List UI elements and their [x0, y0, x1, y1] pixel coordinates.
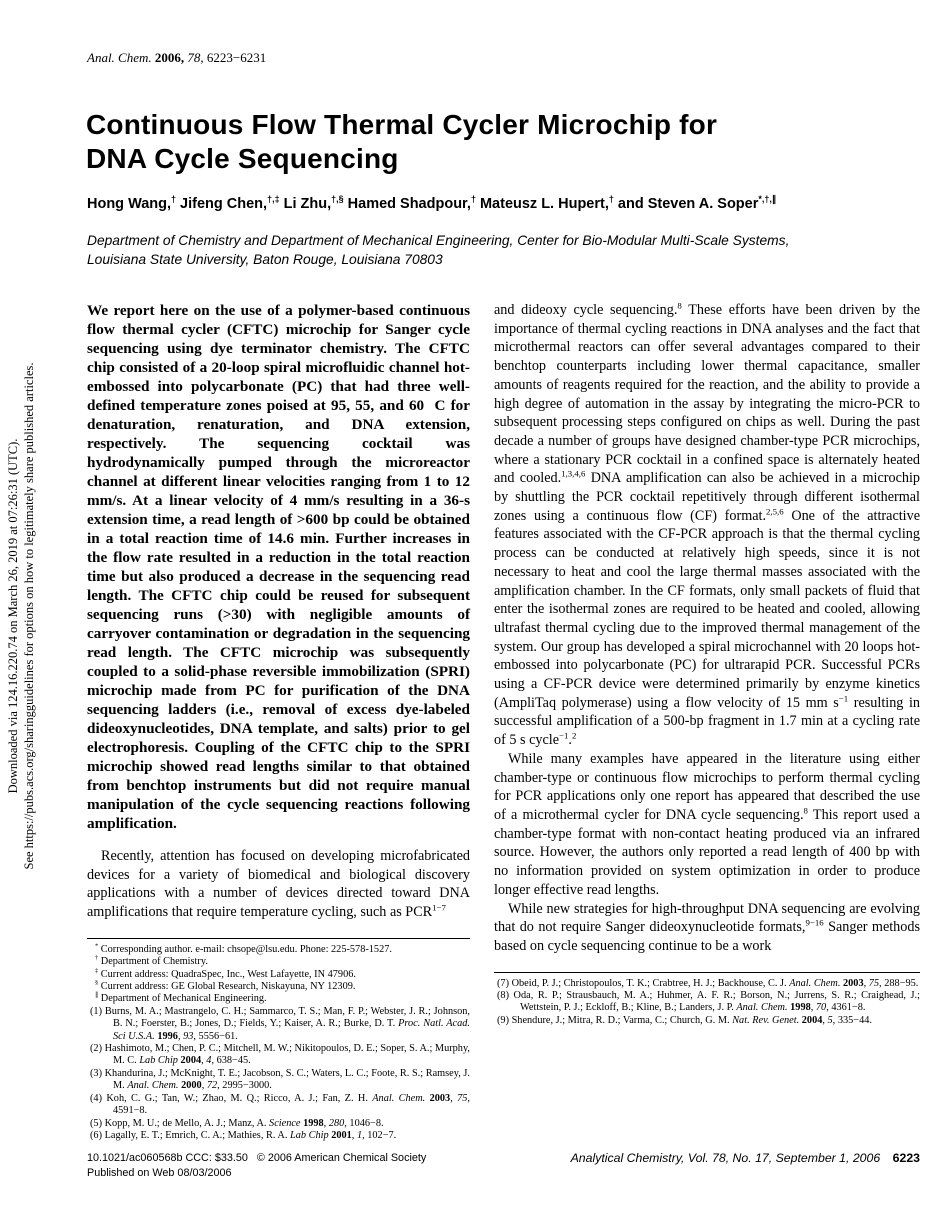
footer-published-date: Published on Web 08/03/2006: [87, 1167, 232, 1179]
body-paragraph-1: and dideoxy cycle sequencing.$^8$ These efforts have been driven by the importance of thermal cycling reactions in DNA analyses and the fact that microthermal reactors can offer several advantages compared to their benchtop counterparts including lower thermal capacitance, smaller amounts of reagents required for the reaction, and the ability to provide a high degree of automation in the assay by integrating the micro-PCR to subsequent processing steps configured on chips as well. During the past decade a number of groups have designed chamber-type PCR microchips, where a stationary PCR cocktail in a confined space is alternately heated and cooled.$^{1,3,4,6}$ DNA amplification can also be achieved in a microchip by shuttling the PCR cocktail repetitively through different isothermal zones using a continuous flow (CF) format.$^{2,5,6}$ One of the attractive features associated with the CF-PCR approach is that the thermal cycling process can be conducted at relatively high speeds, since it is not necessary to heat and cool the large thermal masses associated with the amplification chamber. In the CF formats, only small packets of fluid that enter the isothermal zones are required to be heated and cooled, allowing ultrafast thermal cycling due to the improved thermal management of the system. Our group has developed a spiral microchannel with 20 loops hot-embossed into polycarbonate (PC) for ultrarapid PCR. Successful PCRs using a CF-PCR device were determined primarily by enzyme kinetics (AmpliTaq polymerase) using a flow velocity of 15 mm $s^{-1}$ resulting in successful amplification of a 500-bp fragment in 1.7 min at a cycling rate of 5 s cycle$^{-1}$.$^2$: [494, 300, 921, 749]
reference-block-right: [494, 972, 920, 1028]
reference-6: (6) Lagally, E. T.; Emrich, C. A.; Mathies, R. A. Lab Chip 2001, 1, 102−7.: [90, 1129, 397, 1141]
footnote-current-address-quadraspec: ‡ Current address: QuadraSpec, Inc., West Lafayette, IN 47906.: [95, 967, 356, 980]
intro-paragraph: Recently, attention has focused on developing microfabricated devices for a variety of biomedical and biological discovery applications with a number of devices directed toward DNA amplifications that require temperature cycling, such as $PCR^{1-7}$: [87, 848, 470, 921]
download-watermark: [6, 0, 37, 1232]
authors-line: Hong Wang,† Jifeng Chen,†,‡ Li Zhu,†,§ Hamed Shadpour,† Mateusz L. Hupert,† and Steven A. Soper*,†,∥: [87, 194, 777, 212]
footnote-dept-chemistry: † Department of Chemistry.: [95, 954, 208, 968]
watermark-line-sharing: See https://pubs.acs.org/sharingguidelines for options on how to legitimately share published articles.: [21, 362, 36, 870]
affiliation-line-2: Louisiana State University, Baton Rouge, Louisiana 70803: [87, 252, 443, 267]
body-paragraph-2: While many examples have appeared in the literature using either chamber-type or continuous flow microchips to perform thermal cycling for PCR applications only one report has appeared that described the use of a microthermal cycler for DNA cycle sequencing.$^8$ This report used a chamber-type format with non-contact heating produced via an infrared source. However, the authors only reported a read length of 400 bp with no information provided on system optimization in order to produce longer effective read lengths.: [494, 750, 920, 898]
reference-1: (1) Burns, M. A.; Mastrangelo, C. H.; Sammarco, T. S.; Man, F. P.; Webster, J. R.; Johnson, B. N.; Foerster, B.; Jones, D.; Fields, Y.; Kaiser, A. R.; Burke, D. T. Proc. Natl. Acad. Sci U.S.A. 1996, 93, 5556−61.: [90, 1005, 470, 1042]
footnote-divider: [87, 938, 470, 939]
affiliation: [87, 231, 920, 269]
footnote-corresponding-author: * Corresponding author. e-mail: chsope@lsu.edu. Phone: 225-578-1527.: [95, 942, 392, 955]
reference-2: (2) Hashimoto, M.; Chen, P. C.; Mitchell, M. W.; Nikitopoulos, D. E.; Soper, S. A.; Murphy, M. C. Lab Chip 2004, 4, 638−45.: [90, 1043, 470, 1067]
body-paragraph-3: While new strategies for high-throughput DNA sequencing are evolving that do not require Sanger dideoxynucleotide formats,$^{9-16}$ Sanger methods based on cycle sequencing continue to be a work: [494, 900, 920, 954]
footer-left: [87, 1151, 426, 1181]
paper-title: [86, 108, 846, 176]
paper-title-line-1: Continuous Flow Thermal Cycler Microchip for: [86, 109, 718, 140]
affiliation-line-1: Department of Chemistry and Department of Mechanical Engineering, Center for Bio-Modular Multi-Scale Systems,: [87, 233, 790, 248]
right-column: [494, 301, 920, 1027]
footer-doi-copyright: 10.1021/ac060568b CCC: $33.50 © 2006 American Chemical Society: [87, 1152, 427, 1164]
reference-7: (7) Obeid, P. J.; Christopoulos, T. K.; Crabtree, H. J.; Backhouse, C. J. Anal. Chem. 2003, 75, 288−95.: [497, 977, 919, 989]
paper-title-line-2: DNA Cycle Sequencing: [86, 143, 399, 174]
page-number: 6223: [892, 1151, 920, 1165]
reference-3: (3) Khandurina, J.; McKnight, T. E.; Jacobson, S. C.; Waters, L. C.; Foote, R. S.; Ramsey, J. M. Anal. Chem. 2000, 72, 2995−3000.: [90, 1067, 470, 1092]
watermark-line-downloaded: Downloaded via 124.16.220.74 on March 26, 2019 at 07:26:31 (UTC).: [6, 438, 20, 794]
reference-4: (4) Koh, C. G.; Tan, W.; Zhao, M. Q.; Ricco, A. J.; Fan, Z. H. Anal. Chem. 2003, 75, 4591−8.: [90, 1092, 470, 1117]
footer-journal-info: Analytical Chemistry, Vol. 78, No. 17, September 1, 2006: [570, 1151, 881, 1165]
reference-9: (9) Shendure, J.; Mitra, R. D.; Varma, C.; Church, G. M. Nat. Rev. Genet. 2004, 5, 335−44.: [497, 1014, 872, 1026]
reference-8: (8) Oda, R. P.; Strausbauch, M. A.; Huhmer, A. F. R.; Borson, N.; Jurrens, S. R.; Craighead, J.; Wettstein, P. J.; Eckloff, B.; Kline, B.; Landers, J. P. Anal. Chem. 1998, 70, 4361−8.: [497, 990, 920, 1014]
left-column: [87, 301, 470, 1142]
footnote-block: [87, 938, 470, 1143]
footnote-current-address-ge: § Current address: GE Global Research, Niskayuna, NY 12309.: [95, 979, 356, 993]
footer-right: [571, 1151, 920, 1165]
footnote-dept-mechanical: ∥ Department of Mechanical Engineering.: [95, 992, 267, 1005]
abstract: We report here on the use of a polymer-based continuous flow thermal cycler (CFTC) microchip for Sanger cycle sequencing using dye terminator chemistry. The CFTC chip consisted of a 20-loop spiral microfluidic channel hot-embossed into polycarbonate (PC) that had three well-defined temperature zones poised at 95, 55, and 60 C for denaturation, renaturation, and DNA extension, respectively. The sequencing cocktail was hydrodynamically pumped through the microreactor channel at different linear velocities ranging from 1 to 12 mm/s. At a linear velocity of 4 mm/s resulting in a 36-s extension time, a read length of >600 bp could be obtained in a total reaction time of 14.6 min. Further increases in the flow rate resulted in a reduction in the total reaction time but also produced a decrease in the sequencing read length. The CFTC chip could be reused for subsequent sequencing runs (>30) with negligible amounts of carryover contamination or degradation in the sequencing read length. The CFTC microchip was subsequently coupled to a solid-phase reversible immobilization (SPRI) microchip made from PC for purification of the DNA sequencing ladders (i.e., removal of excess dye-labeled dideoxynucleotides, DNA template, and salts) prior to gel electrophoresis. Coupling of the CFTC chip to the SPRI microchip showed read lengths similar to that obtained from benchtop instruments but did not require manual manipulation of the cycle sequencing reactions following amplification.: [87, 302, 470, 832]
reference-5: (5) Kopp, M. U.; de Mello, A. J.; Manz, A. Science 1998, 280, 1046−8.: [90, 1117, 384, 1129]
reference-divider: [494, 972, 920, 973]
journal-citation: Anal. Chem. 2006, 78, 6223−6231: [87, 50, 267, 65]
